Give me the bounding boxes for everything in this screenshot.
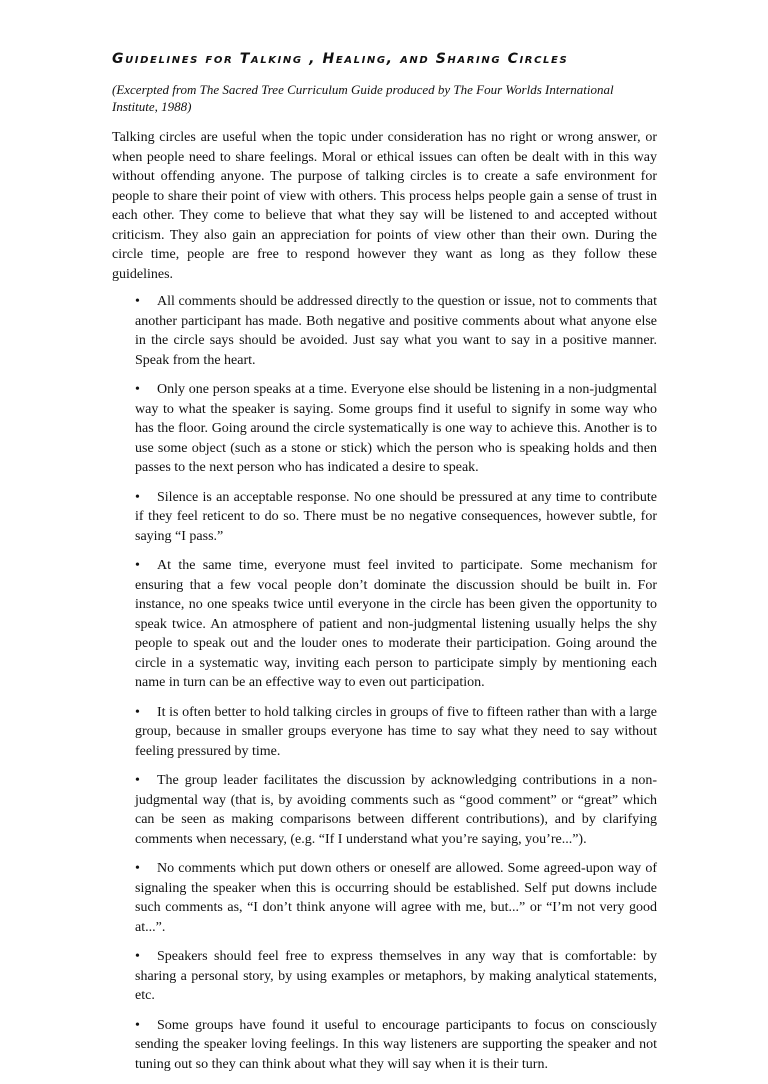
bullet-icon: •	[135, 861, 140, 876]
intro-paragraph: Talking circles are useful when the topic under consideration has no right or wrong answer, or when people need to share feelings. Moral or ethical issues can often be dealt with in this way without offending anyone. The purpose of talking circles is to create a safe environment for people to share their point of view with others. This process helps people gain a sense of trust in each other. They come to believe that what they say will be listened to and accepted without criticism. They also gain an appreciation for points of view other than their own. During the circle time, people are free to respond however they want as long as they follow these guidelines.	[112, 130, 657, 282]
bullet-icon: •	[135, 704, 140, 720]
bullet-icon: •	[135, 294, 140, 309]
guideline-item	[135, 947, 657, 1006]
guideline-text: No comments which put down others or oneself are allowed. Some agreed-upon way of signaling the speaker when this is occurring should be established. Self put downs include such comments as, “I don’t think anyone will agree with me, but...” or “I’m not very good at...”.	[135, 861, 657, 935]
guideline-item	[135, 859, 657, 937]
bullet-icon: •	[135, 1017, 140, 1033]
guideline-text: All comments should be addressed directly to the question or issue, not to comments that another participant has made. Both negative and positive comments about what anyone else in the circle says should be avoided. Just say what you want to say in a positive manner. Speak from the heart.	[135, 294, 657, 368]
source-citation: (Excerpted from The Sacred Tree Curriculum Guide produced by The Four Worlds International Institute, 1988)	[112, 82, 614, 114]
bullet-icon: •	[135, 382, 140, 397]
guideline-text: Speakers should feel free to express themselves in any way that is comfortable: by sharing a personal story, by using examples or metaphors, by making analytical statements, etc.	[135, 949, 657, 1003]
guideline-text: It is often better to hold talking circles in groups of five to fifteen rather than with a large group, because in smaller groups everyone has time to say what they need to say without feeling pressured by time.	[135, 704, 657, 759]
guideline-item	[135, 771, 657, 849]
guideline-item	[135, 1016, 657, 1075]
document-title: Guidelines for Talking , Healing, and Sharing Circles	[112, 51, 569, 67]
guideline-item	[135, 488, 657, 547]
guideline-text: Some groups have found it useful to encourage participants to focus on consciously sending the speaker loving feelings. In this way listeners are supporting the speaker and not tuning out so they can think about what they will say when it is their turn.	[135, 1017, 657, 1072]
bullet-icon: •	[135, 489, 140, 505]
bullet-icon: •	[135, 949, 140, 964]
guideline-item	[135, 556, 657, 693]
guidelines-list	[112, 292, 657, 1074]
guideline-text: At the same time, everyone must feel invited to participate. Some mechanism for ensuring that a few vocal people don’t dominate the discussion should be built in. For instance, no one speaks twice until everyone in the circle has been given the opportunity to speak twice. An atmosphere of patient and non-judgmental listening usually helps the shy people to speak out and the louder ones to moderate their participation. Going around the circle in a systematic way, inviting each person to participate simply by mentioning each name in turn can be an effective way to even out participation.	[135, 558, 657, 690]
guideline-item	[135, 380, 657, 478]
guideline-item	[135, 292, 657, 370]
document-page	[112, 48, 657, 1084]
bullet-icon: •	[135, 773, 140, 788]
guideline-item	[135, 703, 657, 762]
guideline-text: The group leader facilitates the discussion by acknowledging contributions in a non-judgmental way (that is, by avoiding comments such as “good comment” or “great” which can be seen as making comparisons between different contributions), and by clarifying comments when necessary, (e.g. “If I understand what you’re saying, you’re...”).	[135, 773, 657, 847]
guideline-text: Silence is an acceptable response. No one should be pressured at any time to contribute if they feel reticent to do so. There must be no negative consequences, however subtle, for saying “I pass.”	[135, 489, 657, 544]
guideline-text: Only one person speaks at a time. Everyone else should be listening in a non-judgmental way to what the speaker is saying. Some groups find it useful to signify in some way who has the floor. Going around the circle systematically is one way to achieve this. Another is to use some object (such as a stone or stick) which the person who is speaking holds and then passes to the next person who has indicated a desire to speak.	[135, 382, 657, 475]
bullet-icon: •	[135, 558, 140, 573]
